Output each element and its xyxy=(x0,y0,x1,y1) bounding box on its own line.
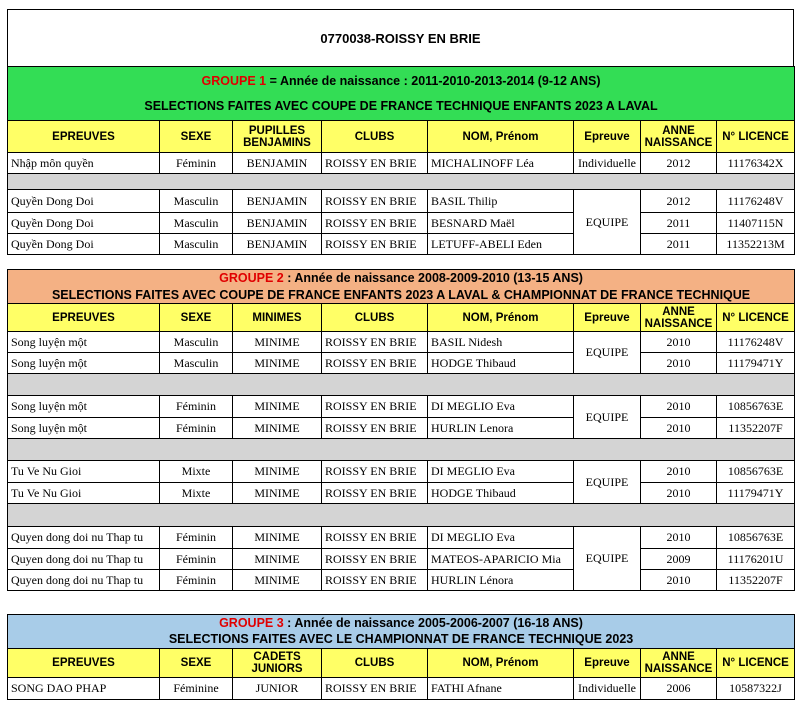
cell-category: MINIME xyxy=(233,527,322,549)
group-3-birth: Année de naissance 2005-2006-2007 (16-18 ANS) xyxy=(294,616,583,630)
cell-category: BENJAMIN xyxy=(233,190,322,213)
col-nom: NOM, Prénom xyxy=(428,121,574,153)
cell-sexe: Mixte xyxy=(160,483,233,504)
cell-epreuves: SONG DAO PHAP xyxy=(8,678,160,700)
group-3-selections: SELECTIONS FAITES AVEC LE CHAMPIONNAT DE FRANCE TECHNIQUE 2023 xyxy=(168,632,634,646)
table-row xyxy=(8,190,795,213)
group-2-name: GROUPE 2 xyxy=(219,270,284,285)
group-2-birth: Année de naissance 2008-2009-2010 (13-15 ANS) xyxy=(294,270,583,285)
separator-cell xyxy=(8,439,795,461)
cell-club: ROISSY EN BRIE xyxy=(322,213,428,234)
table-row xyxy=(8,527,795,549)
cell-annee: 2010 xyxy=(641,461,717,483)
cell-nom: DI MEGLIO Eva xyxy=(428,527,574,549)
cell-licence: 11407115N xyxy=(717,213,795,234)
cell-licence: 11179471Y xyxy=(717,353,795,374)
cell-epreuves: Song luyện một xyxy=(8,418,160,439)
table-row xyxy=(8,678,795,700)
col-annee: ANNE NAISSANCE xyxy=(641,304,717,332)
cell-epreuve-equipe: EQUIPE xyxy=(574,190,641,255)
cell-licence: 11176248V xyxy=(717,190,795,213)
cell-category: MINIME xyxy=(233,332,322,353)
cell-annee: 2011 xyxy=(641,213,717,234)
col-sexe: SEXE xyxy=(160,649,233,678)
group-2-selections: SELECTIONS FAITES AVEC COUPE DE FRANCE ENFANTS 2023 A LAVAL & CHAMPIONNAT DE FRANCE TECHNIQUE xyxy=(51,287,751,302)
cell-club: ROISSY EN BRIE xyxy=(322,332,428,353)
cell-nom: DI MEGLIO Eva xyxy=(428,396,574,418)
group-1-selections: SELECTIONS FAITES AVEC COUPE DE FRANCE TECHNIQUE ENFANTS 2023 A LAVAL xyxy=(144,98,658,113)
cell-epreuve-equipe: EQUIPE xyxy=(574,461,641,504)
separator-cell xyxy=(8,504,795,527)
cell-epreuve: Individuelle xyxy=(574,678,641,700)
cell-club: ROISSY EN BRIE xyxy=(322,570,428,591)
cell-epreuves: Nhập môn quyền xyxy=(8,153,160,174)
cell-epreuves: Quyen dong doi nu Thap tu xyxy=(8,527,160,549)
cell-annee: 2010 xyxy=(641,332,717,353)
cell-epreuves: Quyen dong doi nu Thap tu xyxy=(8,549,160,570)
col-category: PUPILLES BENJAMINS xyxy=(233,121,322,153)
cell-nom: HODGE Thibaud xyxy=(428,353,574,374)
cell-nom: BASIL Thilip xyxy=(428,190,574,213)
cell-nom: HURLIN Lenora xyxy=(428,418,574,439)
cell-club: ROISSY EN BRIE xyxy=(322,549,428,570)
cell-nom: BESNARD Maël xyxy=(428,213,574,234)
group-1-table xyxy=(7,66,795,255)
cell-licence: 11179471Y xyxy=(717,483,795,504)
cell-epreuves: Tu Ve Nu Gioi xyxy=(8,461,160,483)
cell-licence: 11176248V xyxy=(717,332,795,353)
col-epreuve: Epreuve xyxy=(574,649,641,678)
table-row xyxy=(8,234,795,255)
cell-category: MINIME xyxy=(233,418,322,439)
table-row xyxy=(8,461,795,483)
cell-category: BENJAMIN xyxy=(233,153,322,174)
cell-club: ROISSY EN BRIE xyxy=(322,353,428,374)
group-2-column-headers xyxy=(8,304,795,332)
cell-nom: MICHALINOFF Léa xyxy=(428,153,574,174)
cell-licence: 10856763E xyxy=(717,461,795,483)
cell-sexe: Masculin xyxy=(160,234,233,255)
col-clubs: CLUBS xyxy=(322,649,428,678)
col-clubs: CLUBS xyxy=(322,304,428,332)
col-sexe: SEXE xyxy=(160,304,233,332)
group-3-header xyxy=(8,615,795,649)
group-3-sep: : xyxy=(283,616,295,630)
cell-licence: 11176342X xyxy=(717,153,795,174)
table-row xyxy=(8,549,795,570)
col-licence: N° LICENCE xyxy=(717,649,795,678)
cell-category: MINIME xyxy=(233,483,322,504)
cell-annee: 2011 xyxy=(641,234,717,255)
col-epreuves: EPREUVES xyxy=(8,649,160,678)
cell-epreuve-equipe: EQUIPE xyxy=(574,396,641,439)
cell-club: ROISSY EN BRIE xyxy=(322,153,428,174)
col-clubs: CLUBS xyxy=(322,121,428,153)
table-row xyxy=(8,213,795,234)
cell-epreuve-equipe: EQUIPE xyxy=(574,332,641,374)
cell-licence: 11176201U xyxy=(717,549,795,570)
table-row xyxy=(8,418,795,439)
cell-category: BENJAMIN xyxy=(233,213,322,234)
cell-sexe: Masculin xyxy=(160,190,233,213)
cell-category: MINIME xyxy=(233,396,322,418)
cell-club: ROISSY EN BRIE xyxy=(322,527,428,549)
cell-sexe: Masculin xyxy=(160,353,233,374)
cell-licence: 11352207F xyxy=(717,418,795,439)
group-1-column-headers xyxy=(8,121,795,153)
cell-epreuves: Song luyện một xyxy=(8,353,160,374)
cell-sexe: Féminin xyxy=(160,153,233,174)
cell-epreuves: Quyen dong doi nu Thap tu xyxy=(8,570,160,591)
cell-licence: 10587322J xyxy=(717,678,795,700)
cell-sexe: Féminin xyxy=(160,396,233,418)
cell-category: MINIME xyxy=(233,549,322,570)
separator-cell xyxy=(8,174,795,190)
cell-sexe: Féminin xyxy=(160,418,233,439)
cell-annee: 2010 xyxy=(641,353,717,374)
cell-licence: 11352207F xyxy=(717,570,795,591)
table-row xyxy=(8,353,795,374)
separator-row xyxy=(8,374,795,396)
table-row xyxy=(8,332,795,353)
col-nom: NOM, Prénom xyxy=(428,649,574,678)
col-sexe: SEXE xyxy=(160,121,233,153)
cell-category: MINIME xyxy=(233,570,322,591)
cell-category: MINIME xyxy=(233,353,322,374)
cell-sexe: Féminine xyxy=(160,678,233,700)
col-category: CADETS JUNIORS xyxy=(233,649,322,678)
cell-annee: 2010 xyxy=(641,418,717,439)
cell-nom: BASIL Nidesh xyxy=(428,332,574,353)
group-1-sep: = xyxy=(266,73,280,88)
cell-club: ROISSY EN BRIE xyxy=(322,483,428,504)
group-2-header xyxy=(8,270,795,304)
col-epreuve: Epreuve xyxy=(574,304,641,332)
group-1-header xyxy=(8,67,795,121)
cell-epreuves: Song luyện một xyxy=(8,332,160,353)
col-licence: N° LICENCE xyxy=(717,121,795,153)
cell-annee: 2010 xyxy=(641,570,717,591)
group-1-name: GROUPE 1 xyxy=(201,73,267,88)
cell-nom: HODGE Thibaud xyxy=(428,483,574,504)
cell-epreuves: Quyền Dong Doi xyxy=(8,234,160,255)
separator-cell xyxy=(8,374,795,396)
col-category: MINIMES xyxy=(233,304,322,332)
col-licence: N° LICENCE xyxy=(717,304,795,332)
cell-annee: 2012 xyxy=(641,190,717,213)
cell-epreuves: Quyền Dong Doi xyxy=(8,213,160,234)
group-1-birth: Année de naissance : 2011-2010-2013-2014 (9-12 ANS) xyxy=(279,73,601,88)
cell-category: MINIME xyxy=(233,461,322,483)
cell-annee: 2010 xyxy=(641,527,717,549)
cell-sexe: Masculin xyxy=(160,213,233,234)
separator-row xyxy=(8,174,795,190)
cell-sexe: Féminin xyxy=(160,527,233,549)
cell-club: ROISSY EN BRIE xyxy=(322,396,428,418)
cell-epreuve-equipe: EQUIPE xyxy=(574,527,641,591)
cell-club: ROISSY EN BRIE xyxy=(322,234,428,255)
cell-sexe: Mixte xyxy=(160,461,233,483)
cell-annee: 2009 xyxy=(641,549,717,570)
cell-epreuves: Quyền Dong Doi xyxy=(8,190,160,213)
cell-annee: 2010 xyxy=(641,396,717,418)
table-row xyxy=(8,570,795,591)
cell-club: ROISSY EN BRIE xyxy=(322,678,428,700)
cell-nom: MATEOS-APARICIO Mia xyxy=(428,549,574,570)
col-epreuve: Epreuve xyxy=(574,121,641,153)
col-annee: ANNE NAISSANCE xyxy=(641,121,717,153)
cell-category: BENJAMIN xyxy=(233,234,322,255)
cell-club: ROISSY EN BRIE xyxy=(322,461,428,483)
cell-sexe: Masculin xyxy=(160,332,233,353)
cell-sexe: Féminin xyxy=(160,549,233,570)
col-nom: NOM, Prénom xyxy=(428,304,574,332)
group-3-table xyxy=(7,614,795,700)
cell-epreuve: Individuelle xyxy=(574,153,641,174)
table-row xyxy=(8,483,795,504)
col-epreuves: EPREUVES xyxy=(8,121,160,153)
cell-club: ROISSY EN BRIE xyxy=(322,190,428,213)
cell-nom: DI MEGLIO Eva xyxy=(428,461,574,483)
cell-annee: 2012 xyxy=(641,153,717,174)
table-row xyxy=(8,396,795,418)
group-3-name: GROUPE 3 xyxy=(219,616,284,630)
separator-row xyxy=(8,504,795,527)
col-epreuves: EPREUVES xyxy=(8,304,160,332)
cell-nom: HURLIN Lénora xyxy=(428,570,574,591)
group-2-sep: : xyxy=(283,270,295,285)
cell-sexe: Féminin xyxy=(160,570,233,591)
cell-club: ROISSY EN BRIE xyxy=(322,418,428,439)
cell-epreuves: Song luyện một xyxy=(8,396,160,418)
cell-annee: 2010 xyxy=(641,483,717,504)
group-3-column-headers xyxy=(8,649,795,678)
cell-annee: 2006 xyxy=(641,678,717,700)
separator-row xyxy=(8,439,795,461)
table-row xyxy=(8,153,795,174)
cell-licence: 11352213M xyxy=(717,234,795,255)
cell-licence: 10856763E xyxy=(717,527,795,549)
cell-epreuves: Tu Ve Nu Gioi xyxy=(8,483,160,504)
group-2-table xyxy=(7,269,795,591)
cell-nom: LETUFF-ABELI Eden xyxy=(428,234,574,255)
page-title: 0770038-ROISSY EN BRIE xyxy=(7,9,794,67)
cell-nom: FATHI Afnane xyxy=(428,678,574,700)
cell-licence: 10856763E xyxy=(717,396,795,418)
col-annee: ANNE NAISSANCE xyxy=(641,649,717,678)
cell-category: JUNIOR xyxy=(233,678,322,700)
